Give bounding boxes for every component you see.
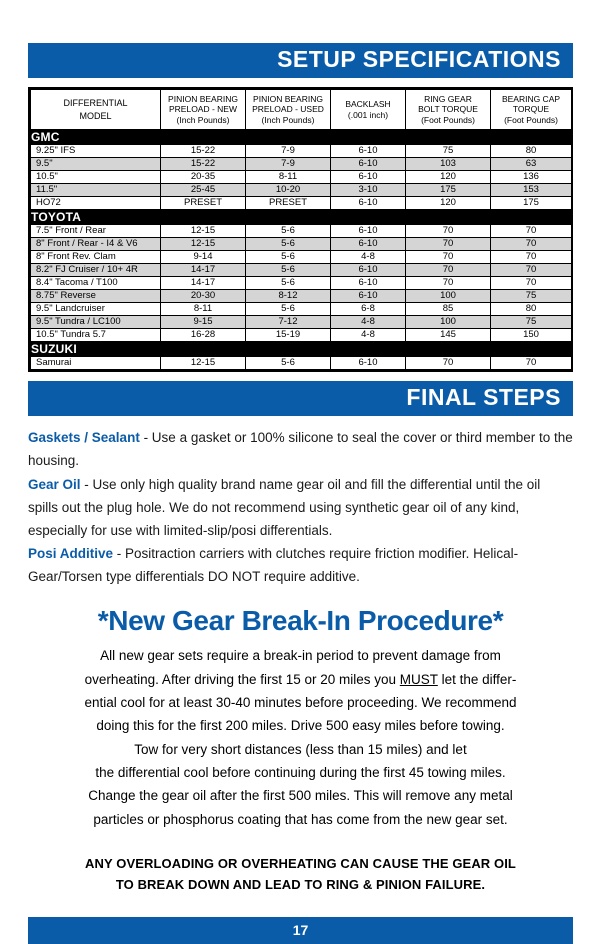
table-group-header-row [31,210,572,225]
table-cell-value: 9-15 [161,316,246,329]
table-cell-value: 8-11 [161,303,246,316]
warning-line-1: ANY OVERLOADING OR OVERHEATING CAN CAUSE THE GEAR OIL [85,856,516,872]
table-cell-model: HO72 [31,197,161,210]
table-row [31,225,572,238]
table-cell-value: 15-22 [161,158,246,171]
table-cell-value: 175 [491,197,572,210]
table-cell-value: 103 [406,158,491,171]
column-header-differential-model [31,90,161,130]
table-cell-value: 63 [491,158,572,171]
header-line-3: (Inch Pounds) [261,114,315,125]
table-cell-value: 85 [406,303,491,316]
table-row [31,357,572,370]
table-cell-value: 4-8 [331,251,406,264]
table-cell-value: 75 [406,145,491,158]
final-step-body: - Use a gasket or 100% silicone to seal the cover or third member to the housing. [28,430,573,469]
table-cell-value: 70 [491,277,572,290]
break-in-line: Change the gear oil after the first 500 miles. This will remove any metal [88,788,513,804]
final-step-body: - Use only high quality brand name gear oil and fill the differential until the oil spills out the plug hole. We do not recommend using synthetic gear oil of any kind, especially for use with limited-slip/posi differentials. [28,476,541,538]
table-cell-value: 20-35 [161,171,246,184]
table-cell-value: 5-6 [246,225,331,238]
table-cell-value: 5-6 [246,277,331,290]
header-line-1: BACKLASH [345,99,391,110]
final-steps-banner: FINAL STEPS [28,381,573,416]
table-row [31,277,572,290]
header-line-2: PRELOAD - NEW [168,104,237,115]
table-group-header-label: SUZUKI [31,342,572,357]
header-line-1: BEARING CAP [501,94,561,104]
table-cell-value: 5-6 [246,303,331,316]
table-row [31,290,572,303]
table-cell-value: 6-10 [331,145,406,158]
column-header-pinion-preload-new [161,90,246,130]
table-cell-model: 10.5" Tundra 5.7 [31,329,161,342]
column-header-ring-gear-bolt-torque [406,90,491,130]
final-step-item [28,542,573,588]
table-body [31,130,572,370]
table-cell-model: 8" Front / Rear - I4 & V6 [31,238,161,251]
table-cell-value: 12-15 [161,225,246,238]
table-cell-value: 6-10 [331,277,406,290]
column-header-bearing-cap-torque [491,90,572,130]
table-cell-value: 4-8 [331,329,406,342]
table-cell-value: 15-19 [246,329,331,342]
page-content [28,0,573,939]
header-line-3: (Foot Pounds) [421,114,475,125]
table-row [31,197,572,210]
final-step-item [28,473,573,543]
warning-line-2: TO BREAK DOWN AND LEAD TO RING & PINION FAILURE. [115,877,486,893]
table-cell-model: 8.2" FJ Cruiser / 10+ 4R [31,264,161,277]
table-cell-value: 8-12 [246,290,331,303]
table-group-header-row [31,130,572,145]
table-cell-value: 70 [406,264,491,277]
table-cell-value: 70 [406,238,491,251]
table-cell-value: 6-10 [331,264,406,277]
table-cell-model: 9.5" Landcruiser [31,303,161,316]
header-line-1: PINION BEARING [168,94,238,104]
table-cell-value: 10-20 [246,184,331,197]
table-cell-value: 6-10 [331,171,406,184]
table-cell-value: PRESET [246,197,331,210]
table-cell-value: 9-14 [161,251,246,264]
table-row [31,329,572,342]
table-cell-value: 16-28 [161,329,246,342]
break-in-line: Tow for very short distances (less than 15 miles) and let [134,741,467,757]
table-cell-value: 100 [406,316,491,329]
table-cell-model: 8.75" Reverse [31,290,161,303]
table-row [31,145,572,158]
column-header-pinion-preload-used [246,90,331,130]
table-row [31,303,572,316]
table-cell-value: 14-17 [161,277,246,290]
column-header-backlash [331,90,406,130]
table-cell-value: 12-15 [161,357,246,370]
table-row [31,264,572,277]
break-in-procedure-title: *New Gear Break-In Procedure* [97,604,504,636]
header-line-1: PINION BEARING [253,94,323,104]
table-cell-value: 5-6 [246,264,331,277]
table-cell-value: 175 [406,184,491,197]
table-cell-model: Samurai [31,357,161,370]
table-cell-value: 70 [491,357,572,370]
table-cell-model: 10.5" [31,171,161,184]
table-cell-value: PRESET [161,197,246,210]
table-cell-value: 12-15 [161,238,246,251]
table-cell-value: 6-10 [331,357,406,370]
header-line-3: (Inch Pounds) [176,114,230,125]
table-cell-value: 70 [491,225,572,238]
header-line-1: RING GEAR [424,94,472,104]
table-cell-value: 8-11 [246,171,331,184]
final-step-label: Gear Oil [28,476,81,492]
table-cell-value: 4-8 [331,316,406,329]
header-line-2: TORQUE [512,104,550,115]
table-cell-value: 70 [491,264,572,277]
table-group-header-label: TOYOTA [31,210,572,225]
header-line-2: BOLT TORQUE [418,104,478,115]
table-cell-value: 14-17 [161,264,246,277]
table-cell-value: 7-9 [246,158,331,171]
table-cell-model: 9.5" Tundra / LC100 [31,316,161,329]
table-row [31,238,572,251]
header-line-2: (.001 inch) [347,109,389,120]
table-cell-value: 70 [406,357,491,370]
table-cell-value: 7-12 [246,316,331,329]
table-cell-value: 6-8 [331,303,406,316]
table-group-header-row [31,342,572,357]
break-in-line: ential cool for at least 30-40 minutes before proceeding. We recommend [84,695,517,711]
table-cell-value: 7-9 [246,145,331,158]
break-in-line: overheating. After driving the first 15 or 20 miles you MUST let the differ- [84,671,517,687]
page-number-bar: 17 [28,917,573,944]
final-step-label: Posi Additive [28,546,114,562]
setup-specifications-table [30,89,572,370]
table-cell-value: 70 [406,251,491,264]
table-cell-value: 145 [406,329,491,342]
table-cell-value: 70 [406,277,491,290]
table-row [31,184,572,197]
table-cell-value: 20-30 [161,290,246,303]
spec-table-container [28,87,573,372]
table-row [31,171,572,184]
table-cell-value: 25-45 [161,184,246,197]
table-cell-model: 8.4" Tacoma / T100 [31,277,161,290]
table-cell-value: 120 [406,171,491,184]
table-cell-model: 8" Front Rev. Clam [31,251,161,264]
table-cell-value: 75 [491,290,572,303]
table-cell-value: 120 [406,197,491,210]
table-cell-value: 75 [491,316,572,329]
table-row [31,316,572,329]
table-cell-value: 6-10 [331,197,406,210]
final-step-item [28,426,573,472]
table-cell-value: 5-6 [246,357,331,370]
header-line-2: MODEL [79,110,112,121]
table-cell-value: 6-10 [331,238,406,251]
setup-specifications-banner: SETUP SPECIFICATIONS [28,43,573,78]
table-cell-value: 153 [491,184,572,197]
table-cell-model: 7.5" Front / Rear [31,225,161,238]
table-row [31,158,572,171]
warning-text [28,853,573,895]
table-cell-value: 70 [491,238,572,251]
table-cell-value: 70 [491,251,572,264]
table-cell-model: 9.25" IFS [31,145,161,158]
table-cell-value: 80 [491,145,572,158]
table-cell-value: 6-10 [331,290,406,303]
table-cell-model: 11.5" [31,184,161,197]
emphasis-must: MUST [399,671,438,687]
table-cell-value: 3-10 [331,184,406,197]
final-steps-text [28,426,573,589]
table-row [31,251,572,264]
break-in-line: doing this for the first 200 miles. Drive 500 easy miles before towing. [96,718,505,734]
table-cell-value: 80 [491,303,572,316]
table-cell-value: 100 [406,290,491,303]
break-in-line: particles or phosphorus coating that has come from the new gear set. [93,811,508,827]
header-line-2: PRELOAD - USED [252,104,324,115]
final-step-label: Gaskets / Sealant [28,430,140,446]
header-line-3: (Foot Pounds) [504,114,558,125]
table-group-header-label: GMC [31,130,572,145]
table-cell-value: 70 [406,225,491,238]
table-header [31,90,572,130]
table-header-row [31,90,572,130]
break-in-line: All new gear sets require a break-in period to prevent damage from [100,648,501,664]
table-cell-value: 6-10 [331,158,406,171]
break-in-procedure-text [28,644,573,831]
table-cell-value: 5-6 [246,251,331,264]
table-cell-value: 6-10 [331,225,406,238]
break-in-line: the differential cool before continuing during the first 45 towing miles. [95,765,506,781]
table-cell-value: 15-22 [161,145,246,158]
table-cell-value: 150 [491,329,572,342]
table-cell-value: 5-6 [246,238,331,251]
table-cell-model: 9.5" [31,158,161,171]
header-line-1: DIFFERENTIAL [63,98,128,109]
final-step-body: - Positraction carriers with clutches require friction modifier. Helical-Gear/Torsen type differentials DO NOT require additive. [28,546,519,585]
table-cell-value: 136 [491,171,572,184]
